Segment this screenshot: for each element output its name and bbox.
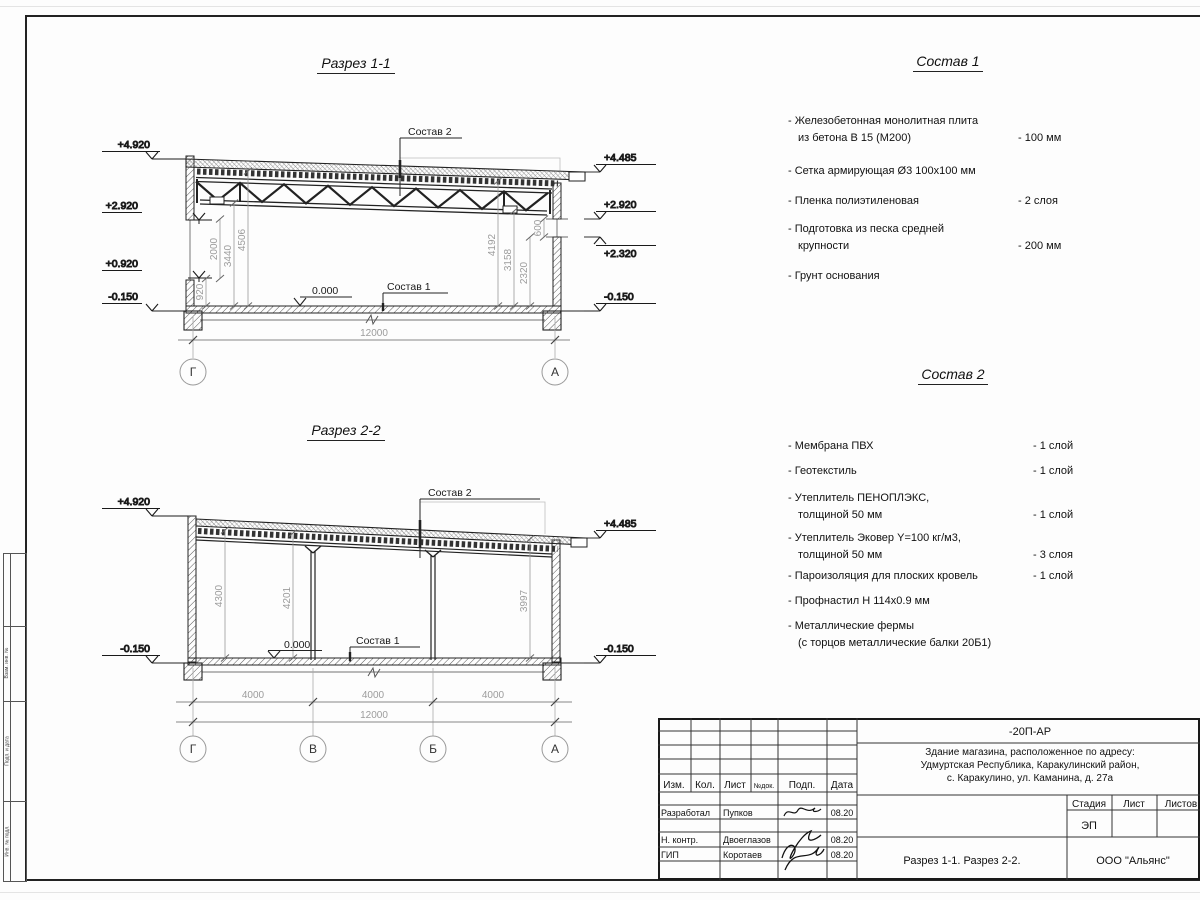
role-cell: Разработал <box>661 808 710 818</box>
list-item: - Утеплитель Эковер Y=100 кг/м3, <box>788 532 961 544</box>
composition-extent-line <box>420 502 545 534</box>
side-stamp-label: Подп. и дата <box>4 736 11 766</box>
project-address-line1: Здание магазина, расположенное по адресу: <box>925 747 1135 758</box>
elevation-value: -0.150 <box>108 291 138 303</box>
dim-value: 12000 <box>360 328 388 339</box>
elevation-value: -0.150 <box>604 291 634 303</box>
grid-letter: Б <box>429 742 437 756</box>
col-header-ndok: №док. <box>753 783 775 790</box>
callout-label: Состав 2 <box>428 487 472 499</box>
list-item-cont: толщиной 50 мм <box>798 549 883 561</box>
list-item-cont: (с торцов металлические балки 20Б1) <box>798 637 992 649</box>
date-cell: 08.20 <box>830 850 854 860</box>
col-header-podp: Подп. <box>788 780 816 791</box>
grid-letter: Г <box>189 365 197 379</box>
project-address-line3: с. Каракулино, ул. Каманина, д. 27а <box>946 773 1114 784</box>
column-B <box>425 550 441 660</box>
callout-label: Состав 1 <box>387 281 431 293</box>
section2-title: Разрез 2-2 <box>276 422 416 438</box>
break-symbol <box>366 315 378 324</box>
sostav1-list <box>788 54 1108 304</box>
grid-letter: А <box>550 742 560 756</box>
drawing-name: Разрез 1-1. Разрез 2-2. <box>903 855 1021 867</box>
dim-value: 4000 <box>481 690 505 701</box>
list-item-value: - 100 мм <box>1018 132 1062 144</box>
sostav1-title: Состав 1 <box>788 54 1108 69</box>
scan-edge-top <box>0 6 1200 7</box>
list-item: - Грунт основания <box>788 270 880 282</box>
company-name: ООО "Альянс" <box>1096 855 1170 867</box>
dim-value: 4192 <box>487 233 498 257</box>
dim-value: 3440 <box>223 244 234 268</box>
dim-value: 2320 <box>519 261 530 285</box>
callout-label: Состав 1 <box>356 635 400 647</box>
dim-value: 12000 <box>360 710 388 721</box>
elevation-value: +0.920 <box>105 258 138 270</box>
col-header-data: Дата <box>830 780 854 791</box>
signature-icon <box>784 808 821 816</box>
sostav2-title: Состав 2 <box>788 367 1118 382</box>
list-item: - Утеплитель ПЕНОПЛЭКС, <box>788 492 930 504</box>
col-header-izm: Изм. <box>663 780 685 791</box>
dim-value: 3158 <box>503 248 514 272</box>
sheet-label: Лист <box>1123 799 1145 810</box>
wall-left <box>188 516 196 662</box>
signature-icon <box>782 831 824 870</box>
list-item-value: - 1 слой <box>1033 570 1074 582</box>
scan-edge-bottom <box>0 892 1200 893</box>
wall-right <box>552 540 560 662</box>
dim-value: 4506 <box>237 228 248 252</box>
side-stamp-line <box>4 801 26 802</box>
section1-title: Разрез 1-1 <box>286 55 426 71</box>
stage-label: Стадия <box>1071 799 1107 810</box>
elevation-value: +4.485 <box>604 518 637 530</box>
roof-edge-beam <box>569 172 585 181</box>
side-stamp-label: Инв. № подл. <box>4 825 11 857</box>
side-stamp <box>3 553 27 882</box>
elevation-value: -0.150 <box>120 643 150 655</box>
list-item: - Металлические фермы <box>788 620 915 632</box>
foundation-right <box>543 311 561 330</box>
elevation-value: +2.920 <box>105 200 138 212</box>
role-cell: ГИП <box>661 850 679 860</box>
elevation-value: -0.150 <box>604 643 634 655</box>
dim-value: 920 <box>195 283 206 301</box>
elevation-value: +4.920 <box>117 496 150 508</box>
section-1-1-drawing <box>90 45 660 395</box>
zero-level-value: 0.000 <box>312 285 339 297</box>
list-item-value: - 200 мм <box>1018 240 1062 252</box>
name-cell: Коротаев <box>723 850 762 860</box>
role-cell: Н. контр. <box>661 835 699 845</box>
section-2-2-drawing <box>90 420 660 775</box>
grid-letter: А <box>550 365 560 379</box>
document-code: -20П-АР <box>1008 726 1052 738</box>
list-item-cont: толщиной 50 мм <box>798 509 883 521</box>
list-item: - Пароизоляция для плоских кровель <box>788 570 978 582</box>
list-item-value: - 1 слой <box>1033 509 1074 521</box>
date-cell: 08.20 <box>830 808 854 818</box>
dim-value: 4300 <box>214 584 225 608</box>
foundation-right <box>543 663 561 680</box>
list-item: - Пленка полиэтиленовая <box>788 195 919 207</box>
sheets-label: Листов <box>1164 799 1198 810</box>
elevation-marks-left <box>102 496 188 663</box>
wall-left <box>186 156 194 306</box>
bottom-dimensions <box>176 668 572 736</box>
break-symbol <box>368 668 380 677</box>
dim-value: 3997 <box>519 589 530 613</box>
name-cell: Пупков <box>723 808 753 818</box>
list-item: - Мембрана ПВХ <box>788 440 874 452</box>
dim-value: 4000 <box>241 690 265 701</box>
elevation-value: +2.320 <box>604 248 637 260</box>
elevation-value: +4.920 <box>117 139 150 151</box>
name-cell: Двоеглазов <box>723 835 771 845</box>
col-header-kol: Кол. <box>695 780 715 791</box>
dim-value: 2000 <box>209 237 220 261</box>
dim-value: 4201 <box>282 586 293 610</box>
date-cell: 08.20 <box>830 835 854 845</box>
side-stamp-label: Взам. инв. № <box>4 647 10 679</box>
list-item: - Железобетонная монолитная плита <box>788 115 979 127</box>
elevation-value: +4.485 <box>604 152 637 164</box>
elevation-marks-right <box>584 518 656 663</box>
grid-bubbles <box>180 736 568 762</box>
side-stamp-line <box>4 701 26 702</box>
grid-letter: В <box>308 742 318 756</box>
list-item-value: - 2 слоя <box>1018 195 1059 207</box>
title-block <box>658 718 1200 880</box>
list-item: - Сетка армирующая Ø3 100х100 мм <box>788 165 976 177</box>
sostav2-list <box>788 367 1118 657</box>
stage-value: ЭП <box>1081 820 1097 832</box>
elevation-value: +2.920 <box>604 199 637 211</box>
frame-top <box>26 15 1200 17</box>
callout-label: Состав 2 <box>408 126 452 138</box>
grid-bubbles <box>180 359 568 385</box>
project-address-line2: Удмуртская Республика, Каракулинский район, <box>920 760 1140 771</box>
grid-letter: Г <box>189 742 197 756</box>
list-item: - Профнастил Н 114х0.9 мм <box>788 595 930 607</box>
list-item: - Геотекстиль <box>788 465 857 477</box>
elevation-marks-right <box>584 152 656 311</box>
list-item-value: - 3 слоя <box>1033 549 1074 561</box>
dim-value: 600 <box>533 219 544 237</box>
zero-level-mark <box>294 285 352 306</box>
floor-slab <box>188 658 561 665</box>
list-item-value: - 1 слой <box>1033 465 1074 477</box>
list-item-cont: из бетона В 15 (М200) <box>798 132 911 144</box>
col-header-list: Лист <box>724 780 746 791</box>
list-item-value: - 1 слой <box>1033 440 1074 452</box>
dim-value: 4000 <box>361 690 385 701</box>
zero-level-value: 0.000 <box>284 639 311 651</box>
list-item: - Подготовка из песка средней <box>788 223 944 235</box>
roof-edge-beam <box>571 538 587 547</box>
zero-level-mark <box>268 639 322 658</box>
floor-slab <box>186 306 561 313</box>
list-item-cont: крупности <box>798 240 850 252</box>
